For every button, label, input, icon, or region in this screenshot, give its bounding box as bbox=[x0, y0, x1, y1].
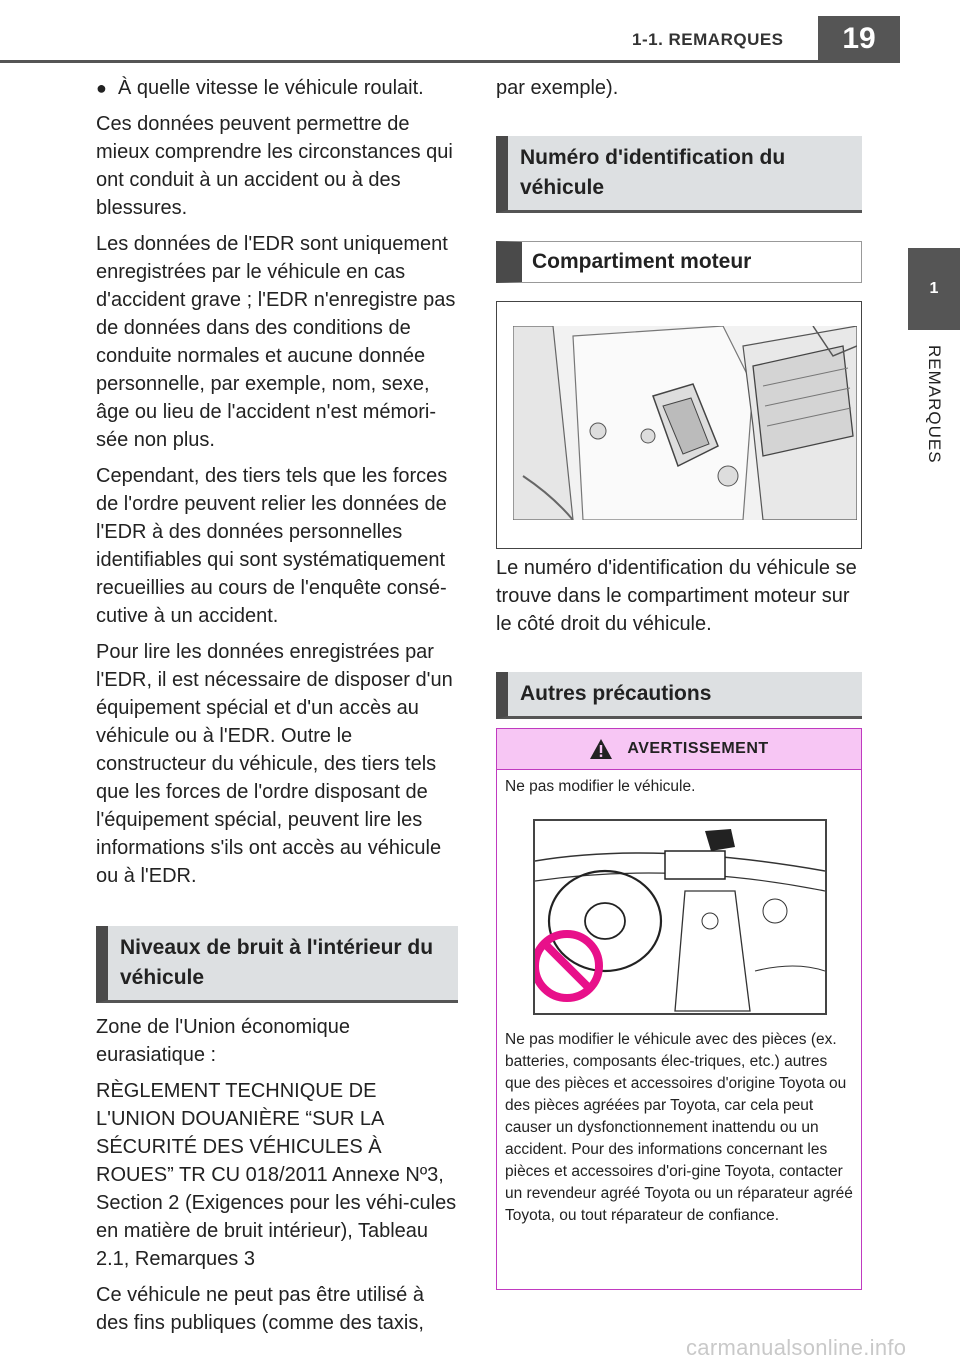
engine-text-block bbox=[496, 554, 862, 719]
paragraph: Ce véhicule ne peut pas être utilisé à des fins publiques (comme des taxis, bbox=[96, 1284, 424, 1334]
sub-heading-engine: Compartiment moteur bbox=[496, 241, 862, 283]
paragraph: Zone de l'Union économique eurasiatique : bbox=[96, 1016, 350, 1066]
interior-figure bbox=[533, 819, 827, 1015]
watermark: carmanualsonline.info bbox=[686, 1335, 907, 1360]
warning-title: AVERTISSEMENT bbox=[627, 740, 769, 757]
paragraph: Pour lire les données enregistrées par l'EDR, il est nécessaire de disposer d'un équipement spécial et d'un accès au véhicule ou à l'EDR. Outre le constructeur du véhicule, des tiers tels que les forces de l'ordre disposant de l'équipement spécial, peuvent lire les informations s'ils ont accès au véhicule ou à l'EDR. bbox=[96, 641, 453, 887]
header-rule bbox=[0, 60, 900, 63]
section-heading-precautions: Autres précautions bbox=[496, 672, 862, 719]
engine-compartment-illustration bbox=[513, 326, 857, 520]
dashboard-illustration bbox=[535, 821, 825, 1013]
paragraph: Ces données peuvent permettre de mieux comprendre les circonstances qui ont conduit à un accident ou à des blessures. bbox=[96, 113, 453, 219]
section-heading-vin: Numéro d'identification du véhicule bbox=[496, 136, 862, 213]
chapter-tab-number: 1 bbox=[908, 248, 960, 330]
warning-body: Ne pas modifier le véhicule avec des pièces (ex. batteries, composants élec-triques, etc.) autres que des pièces et accessoires d'origine Toyota ou des pièces agréées par Toyota, car cela peut causer un dysfonctionnement inattendu ou un accident. Pour des informations concernant les pièces et accessoires d'ori-gine Toyota, contacter un revendeur agréé Toyota ou un réparateur agréé Toyota, ou tout réparateur de confiance. bbox=[505, 1031, 853, 1224]
bullet-item bbox=[96, 74, 458, 102]
section-title: 1-1. REMARQUES bbox=[632, 30, 784, 49]
engine-compartment-figure bbox=[496, 301, 862, 549]
paragraph: par exemple). bbox=[496, 77, 619, 99]
chapter-tab-label: REMARQUES bbox=[925, 345, 944, 464]
bullet-dot-icon: ● bbox=[96, 78, 107, 98]
bullet-text: À quelle vitesse le véhicule roulait. bbox=[118, 77, 424, 99]
paragraph: Cependant, des tiers tels que les forces de l'ordre peuvent relier les données de l'EDR à des données personnelles identifiables qui sont systématiquement recueillies au cours de l'enquête consé-cutive à un accident. bbox=[96, 465, 448, 627]
paragraph: Les données de l'EDR sont uniquement enregistrées par le véhicule en cas d'accident grave ; l'EDR n'enregistre pas de données dans des conditions de conduite normales et aucune donnée personnelle, par exemple, nom, sexe, âge ou lieu de l'accident n'est mémori-sée non plus. bbox=[96, 233, 456, 451]
section-heading-noise: Niveaux de bruit à l'intérieur du véhicule bbox=[96, 926, 458, 1003]
right-column bbox=[496, 74, 862, 283]
paragraph: Le numéro d'identification du véhicule se trouve dans le compartiment moteur sur le côté droit du véhicule. bbox=[496, 557, 857, 635]
warning-line: Ne pas modifier le véhicule. bbox=[505, 778, 696, 795]
page-number: 19 bbox=[818, 16, 900, 62]
warning-triangle-icon bbox=[589, 738, 613, 760]
left-column bbox=[96, 74, 458, 1345]
paragraph: RÈGLEMENT TECHNIQUE DE L'UNION DOUANIÈRE “SUR LA SÉCURITÉ DES VÉHICULES À ROUES” TR CU 018/2011 Annexe Nº3, Section 2 (Exigences pour les véhi-cules en matière de bruit intérieur), Tableau 2.1, Remarques 3 bbox=[96, 1080, 457, 1270]
warning-header bbox=[497, 729, 861, 770]
warning-box bbox=[496, 728, 862, 1290]
